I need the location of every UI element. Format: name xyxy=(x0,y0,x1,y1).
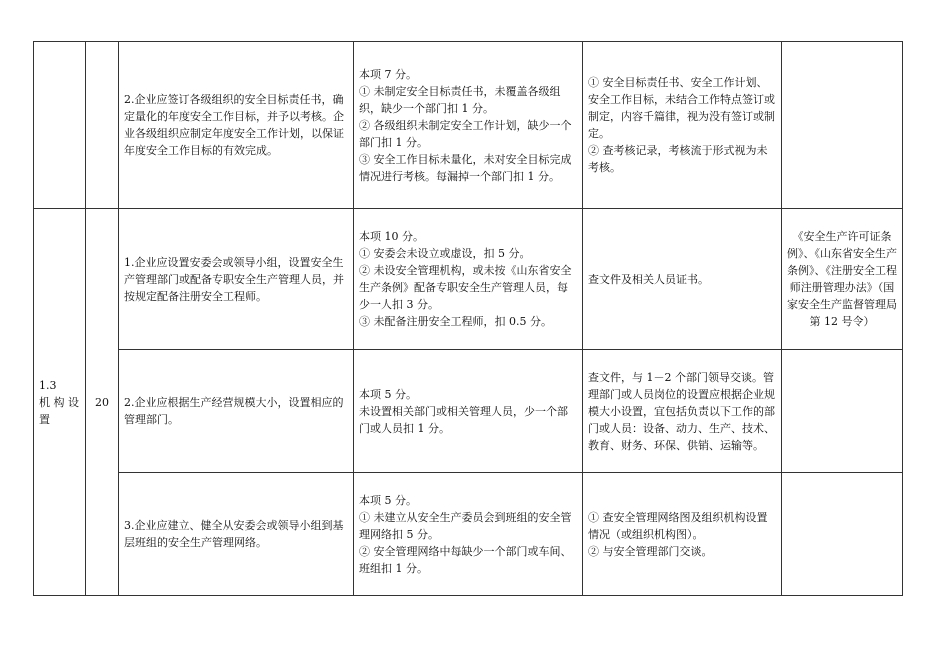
section-cell xyxy=(34,42,86,209)
table-row xyxy=(34,473,903,596)
scoring-line: 本项 5 分。 xyxy=(359,493,417,507)
requirement-cell: 3.企业应建立、健全从安委会或领导小组到基层班组的安全生产管理网络。 xyxy=(119,473,354,596)
scoring-line: 本项 7 分。 xyxy=(359,67,417,81)
scoring-cell xyxy=(354,42,583,209)
requirement-cell: 2.企业应签订各级组织的安全目标责任书，确定量化的年度安全工作目标，并予以考核。企业各级组织应制定年度安全工作计划，以保证年度安全工作目标的有效完成。 xyxy=(119,42,354,209)
scoring-line: 本项 10 分。 xyxy=(359,230,424,243)
scoring-line: ① 未制定安全目标责任书，未覆盖各级组织，缺少一个部门扣 1 分。 xyxy=(359,84,561,115)
scoring-line: ③ 安全工作目标未量化，未对安全目标完成情况进行考核。每漏掉一个部门扣 1 分。 xyxy=(359,152,572,183)
scoring-cell xyxy=(354,209,583,350)
method-cell: 查文件及相关人员证书。 xyxy=(583,209,782,350)
reference-cell xyxy=(782,350,903,473)
requirement-cell: 2.企业应根据生产经营规模大小，设置相应的管理部门。 xyxy=(119,350,354,473)
section-label xyxy=(34,209,86,596)
scoring-cell xyxy=(354,473,583,596)
scoring-cell xyxy=(354,350,583,473)
section-score: 20 xyxy=(86,209,119,596)
section-number: 1.3 xyxy=(39,378,57,392)
scoring-line: ③ 未配备注册安全工程师，扣 0.5 分。 xyxy=(359,315,552,328)
method-line: ② 与安全管理部门交谈。 xyxy=(588,544,713,558)
method-cell xyxy=(583,473,782,596)
assessment-table xyxy=(33,41,903,596)
reference-cell xyxy=(782,42,903,209)
method-cell xyxy=(583,42,782,209)
reference-cell: 《安全生产许可证条例》、《山东省安全生产条例》、《注册安全工程师注册管理办法》（国家安全生产监督管理局第 12 号令） xyxy=(782,209,903,350)
table-row xyxy=(34,350,903,473)
scoring-line: ① 安委会未设立或虚设，扣 5 分。 xyxy=(359,247,531,260)
scoring-line: ② 各级组织未制定安全工作计划，缺少一个部门扣 1 分。 xyxy=(359,118,572,149)
scoring-line: ① 未建立从安全生产委员会到班组的安全管理网络扣 5 分。 xyxy=(359,510,572,541)
method-line: ① 安全目标责任书、安全工作计划、安全工作目标，未结合工作特点签订或制定，内容千篇律，视为没有签订或制定。 xyxy=(588,76,775,140)
table-row xyxy=(34,209,903,350)
scoring-line: 未设置相关部门或相关管理人员，少一个部门或人员扣 1 分。 xyxy=(359,404,568,435)
table-row xyxy=(34,42,903,209)
scoring-line: 本项 5 分。 xyxy=(359,387,417,401)
method-line: ② 查考核记录，考核流于形式视为未考核。 xyxy=(588,144,768,174)
method-line: ① 查安全管理网络图及组织机构设置情况（或组织机构图）。 xyxy=(588,510,768,541)
requirement-cell: 1.企业应设置安委会或领导小组，设置安全生产管理部门或配备专职安全生产管理人员，并按规定配备注册安全工程师。 xyxy=(119,209,354,350)
scoring-line: ② 未设安全管理机构，或未按《山东省安全生产条例》配备专职安全生产管理人员，每少一人扣 3 分。 xyxy=(359,264,572,311)
section-name: 机 构 设置 xyxy=(39,395,79,426)
method-cell: 查文件，与 1－2 个部门领导交谈。管理部门或人员岗位的设置应根据企业规模大小设置，宜包括负责以下工作的部门或人员：设备、动力、生产、技术、教育、财务、环保、供销、运输等。 xyxy=(583,350,782,473)
reference-cell xyxy=(782,473,903,596)
scoring-line: ② 安全管理网络中每缺少一个部门或车间、班组扣 1 分。 xyxy=(359,544,572,575)
score-cell xyxy=(86,42,119,209)
